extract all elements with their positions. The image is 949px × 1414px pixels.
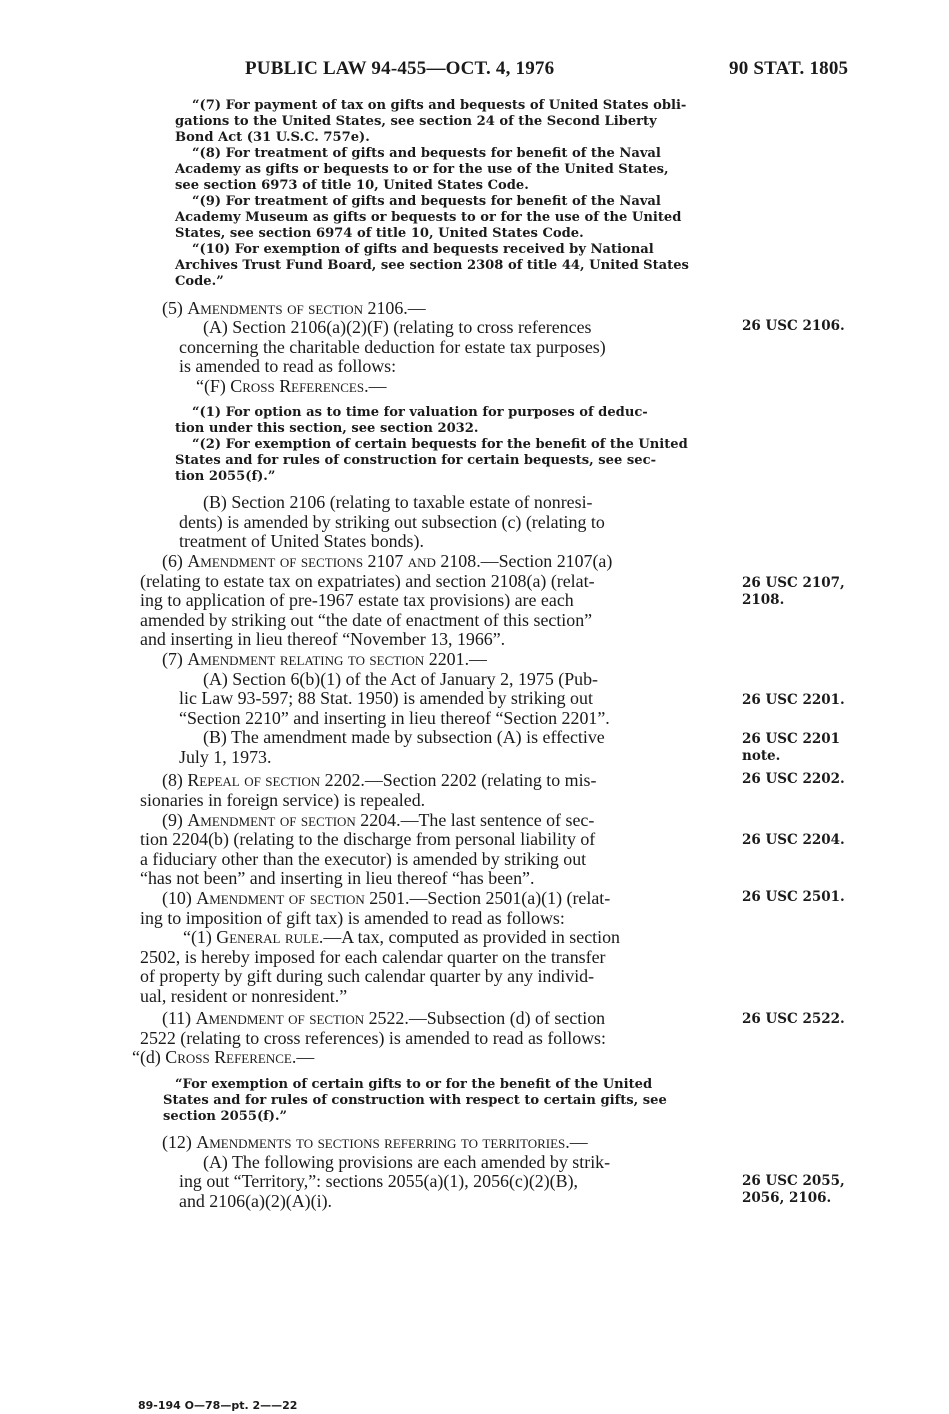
page-header-title: PUBLIC LAW 94-455—OCT. 4, 1976 [245,58,555,79]
small-line: see section 6973 of title 10, United States Code. [175,178,529,193]
small-line: Academy Museum as gifts or bequests to or for the use of the United [175,210,682,225]
body-line: (A) Section 6(b)(1) of the Act of January 2, 1975 (Pub- [203,669,598,689]
body-line: a fiduciary other than the executor) is amended by striking out [140,849,587,869]
body-line: ual, resident or nonresident.” [140,986,348,1006]
cross-reference-heading: “(d) Cross Reference.— [132,1047,315,1067]
small-line: “(8) For treatment of gifts and bequests for benefit of the Naval [192,146,661,161]
page-header-stat: 90 STAT. 1805 [729,58,849,79]
section-heading-10: (10) Amendment of section 2501.—Section 2501(a)(1) (relat- [162,888,611,908]
margin-note: 2056, 2106. [742,1190,832,1206]
body-line: 2502, is hereby imposed for each calendar quarter on the transfer [140,947,606,967]
section-heading-6: (6) Amendment of sections 2107 and 2108.—Section 2107(a) [162,551,613,571]
margin-note: 26 USC 2501. [742,889,845,905]
small-line: “(1) For option as to time for valuation for purposes of deduc- [192,405,648,420]
body-line: ing out “Territory,”: sections 2055(a)(1), 2056(c)(2)(B), [179,1171,578,1191]
general-rule-line: “(1) General rule.—A tax, computed as provided in section [183,927,620,947]
margin-note: 26 USC 2055, [742,1173,845,1189]
body-line: sionaries in foreign service) is repealed. [140,790,426,810]
body-line: tion 2204(b) (relating to the discharge from personal liability of [140,829,596,849]
body-line: ing to application of pre-1967 estate tax provisions) are each [140,590,574,610]
small-line: “(9) For treatment of gifts and bequests for benefit of the Naval [192,194,661,209]
small-line: “For exemption of certain gifts to or for the benefit of the United [175,1077,653,1092]
small-line: States, see section 6974 of title 10, United States Code. [175,226,584,241]
body-line: 2522 (relating to cross references) is amended to read as follows: [140,1028,606,1048]
print-footer: 89-194 O—78—pt. 2——22 [138,1399,298,1412]
small-line: Academy as gifts or bequests to or for the use of the United States, [175,162,669,177]
small-line: “(10) For exemption of gifts and bequests received by National [192,242,654,257]
body-line: (B) Section 2106 (relating to taxable estate of nonresi- [203,492,593,512]
section-heading-9: (9) Amendment of section 2204.—The last sentence of sec- [162,810,595,830]
body-line: “has not been” and inserting in lieu thereof “has been”. [140,868,535,888]
margin-note: note. [742,748,781,764]
margin-note: 26 USC 2201 [742,731,841,747]
section-heading-8: (8) Repeal of section 2202.—Section 2202 (relating to mis- [162,770,597,790]
body-line: (B) The amendment made by subsection (A) is effective [203,727,605,747]
small-line: tion 2055(f).” [175,469,276,484]
body-line: (A) The following provisions are each amended by strik- [203,1152,611,1172]
body-line: “Section 2210” and inserting in lieu thereof “Section 2201”. [179,708,610,728]
small-line: Archives Trust Fund Board, see section 2308 of title 44, United States [175,258,689,273]
body-line: is amended to read as follows: [179,356,397,376]
cross-references-heading: “(F) Cross References.— [196,376,387,396]
margin-note: 26 USC 2107, [742,575,845,591]
margin-note: 2108. [742,592,785,608]
small-line: “(2) For exemption of certain bequests for the benefit of the United [192,437,688,452]
small-line: section 2055(f).” [163,1109,288,1124]
margin-note: 26 USC 2202. [742,771,845,787]
small-line: gations to the United States, see section 24 of the Second Liberty [175,114,657,129]
body-line: dents) is amended by striking out subsection (c) (relating to [179,512,605,532]
body-line: (A) Section 2106(a)(2)(F) (relating to cross references [203,317,592,337]
body-line: (relating to estate tax on expatriates) and section 2108(a) (relat- [140,571,595,591]
body-line: concerning the charitable deduction for estate tax purposes) [179,337,606,357]
small-line: States and for rules of construction for certain bequests, see sec- [175,453,656,468]
small-line: Code.” [175,274,224,289]
body-line: and inserting in lieu thereof “November 13, 1966”. [140,629,506,649]
small-line: “(7) For payment of tax on gifts and bequests of United States obli- [192,98,687,113]
body-line: July 1, 1973. [179,747,272,767]
section-heading-5: (5) Amendments of section 2106.— [162,298,426,318]
body-line: lic Law 93-597; 88 Stat. 1950) is amended by striking out [179,688,593,708]
small-line: tion under this section, see section 2032. [175,421,479,436]
body-line: ing to imposition of gift tax) is amended to read as follows: [140,908,565,928]
body-line: of property by gift during such calendar quarter by any individ- [140,966,595,986]
section-heading-11: (11) Amendment of section 2522.—Subsection (d) of section [162,1008,606,1028]
body-line: and 2106(a)(2)(A)(i). [179,1191,332,1211]
body-line: amended by striking out “the date of enactment of this section” [140,610,593,630]
body-line: treatment of United States bonds). [179,531,424,551]
margin-note: 26 USC 2522. [742,1011,845,1027]
margin-note: 26 USC 2204. [742,832,845,848]
margin-note: 26 USC 2201. [742,692,845,708]
small-line: States and for rules of construction with respect to certain gifts, see [163,1093,667,1108]
section-heading-7: (7) Amendment relating to section 2201.— [162,649,487,669]
small-line: Bond Act (31 U.S.C. 757e). [175,130,370,145]
section-heading-12: (12) Amendments to sections referring to territories.— [162,1132,588,1152]
margin-note: 26 USC 2106. [742,318,845,334]
